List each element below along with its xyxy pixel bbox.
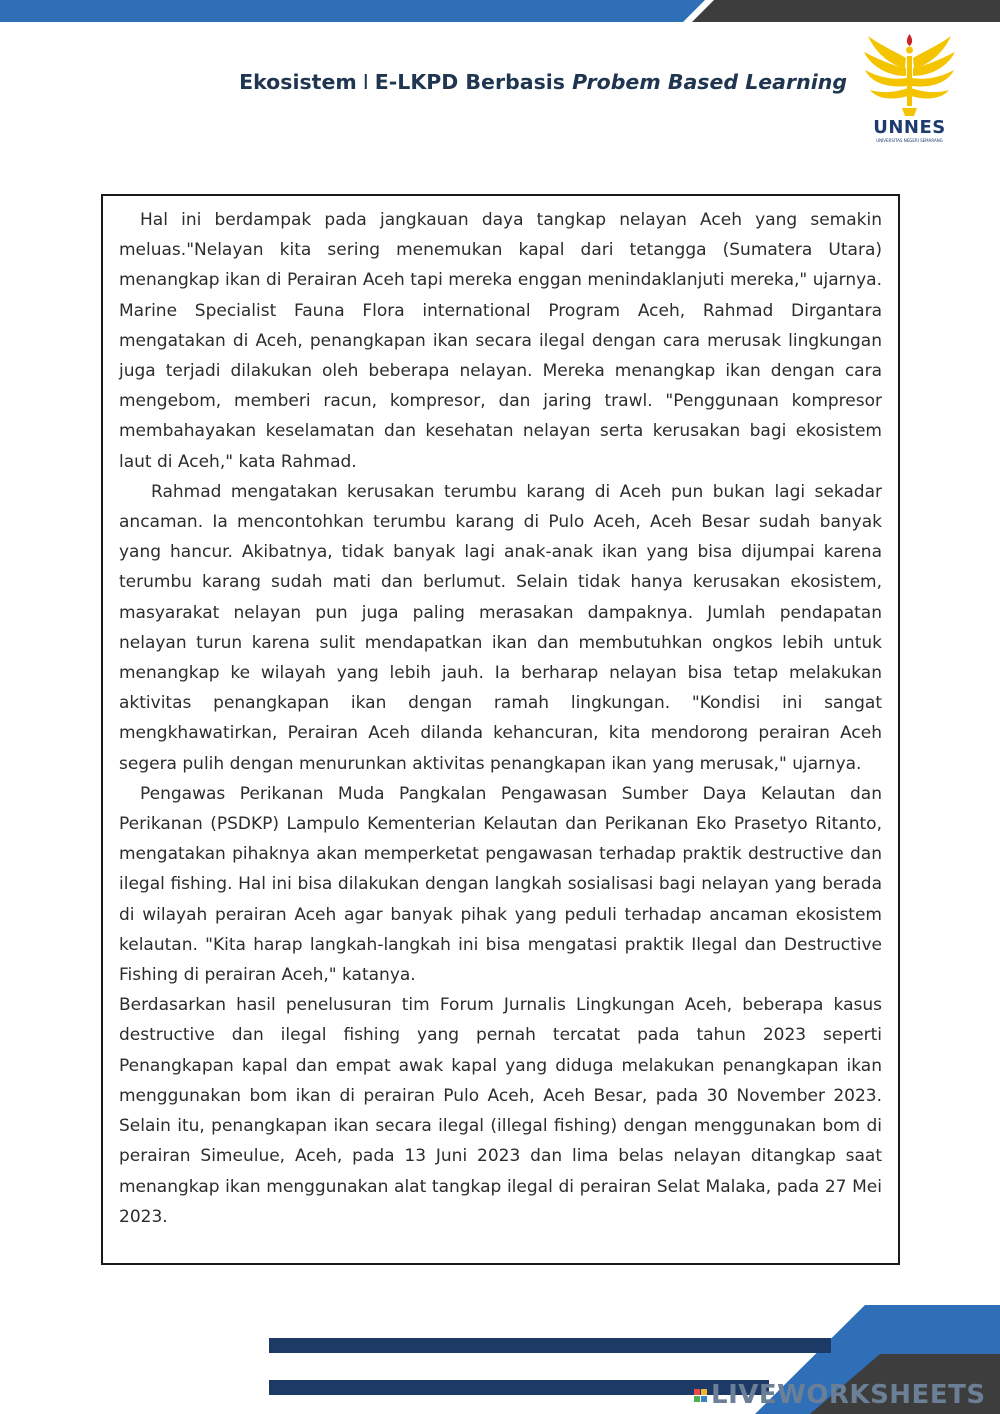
- article-paragraph-4: Berdasarkan hasil penelusuran tim Forum Jurnalis Lingkungan Aceh, beberapa kasus destructive dan ilegal fishing yang pernah tercatat pada tahun 2023 seperti Penangkapan kapal dan empat awak kapal yang diduga melakukan penangkapan ikan menggunakan bom ikan di perairan Pulo Aceh, Aceh Besar, pada 30 November 2023. Selain itu, penangkapan ikan secara ilegal (illegal fishing) dengan menggunakan bom di perairan Simeulue, Aceh, pada 13 Juni 2023 dan lima belas nelayan ditangkap saat menangkap ikan menggunakan alat tangkap ilegal di perairan Selat Malaka, pada 27 Mei 2023.: [119, 995, 882, 1227]
- page-header-title: [239, 70, 847, 94]
- article-paragraph-1: Hal ini berdampak pada jangkauan daya tangkap nelayan Aceh yang semakin meluas."Nelayan kita sering menemukan kapal dari tetangga (Sumatera Utara) menangkap ikan di Perairan Aceh tapi mereka enggan menindaklanjuti mereka," ujarnya. Marine Specialist Fauna Flora international Program Aceh, Rahmad Dirgantara mengatakan di Aceh, penangkapan ikan secara ilegal dengan cara merusak lingkungan juga terjadi dilakukan oleh beberapa nelayan. Mereka menangkap ikan dengan cara mengebom, memberi racun, kompresor, dan jaring trawl. "Penggunaan kompresor membahayakan keselamatan dan kesehatan nelayan serta kerusakan bagi ekosistem laut di Aceh," kata Rahmad.: [119, 210, 882, 472]
- logo-wordmark: UNNES: [873, 117, 946, 138]
- article-paragraph-3: Pengawas Perikanan Muda Pangkalan Pengawasan Sumber Daya Kelautan dan Perikanan (PSDKP) Lampulo Kementerian Kelautan dan Perikanan Eko Prasetyo Ritanto, mengatakan pihaknya akan memperketat pengawasan terhadap praktik destructive dan ilegal fishing. Hal ini bisa dilakukan dengan langkah sosialisasi bagi nelayan yang berada di wilayah perairan Aceh agar banyak pihak yang peduli terhadap ancaman ekosistem kelautan. "Kita harap langkah-langkah ini bisa mengatasi praktik Ilegal dan Destructive Fishing di perairan Aceh," katanya.: [119, 783, 882, 986]
- header-italic: Probem Based Learning: [572, 70, 847, 94]
- top-blue-bar: [0, 0, 705, 22]
- liveworksheets-logo-icon: [694, 1389, 707, 1402]
- article-paragraph-2: Rahmad mengatakan kerusakan terumbu karang di Aceh pun bukan lagi sekadar ancaman. Ia mencontohkan terumbu karang di Pulo Aceh, Aceh Besar sudah banyak yang hancur. Akibatnya, tidak banyak lagi anak-anak ikan yang bisa dijumpai karena terumbu karang sudah mati dan berlumut. Selain tidak hanya kerusakan ekosistem, masyarakat nelayan pun juga paling merasakan dampaknya. Jumlah pendapatan nelayan turun karena sulit mendapatkan ikan dan membutuhkan ongkos lebih untuk menangkap ke wilayah yang lebih jauh. Ia berharap nelayan bisa tetap melakukan aktivitas penangkapan ikan dengan ramah lingkungan. "Kondisi ini sangat mengkhawatirkan, Perairan Aceh dilanda kehancuran, kita mendorong perairan Aceh segera pulih dengan menurunkan aktivitas penangkapan ikan yang merusak," ujarnya.: [119, 481, 882, 774]
- header-separator: I: [362, 70, 369, 94]
- top-dark-bar: [692, 0, 1000, 22]
- logo-subtitle: UNIVERSITAS NEGERI SEMARANG: [876, 138, 943, 143]
- header-topic: Ekosistem: [239, 70, 357, 94]
- liveworksheets-watermark: [694, 1380, 986, 1410]
- header-prefix: E-LKPD Berbasis: [374, 70, 566, 94]
- top-decoration: [0, 0, 1000, 22]
- logo-flame: [907, 34, 912, 46]
- liveworksheets-text: LIVEWORKSHEETS: [711, 1380, 986, 1410]
- bottom-navy-bar-1: [269, 1338, 831, 1353]
- article-box: [101, 194, 900, 1265]
